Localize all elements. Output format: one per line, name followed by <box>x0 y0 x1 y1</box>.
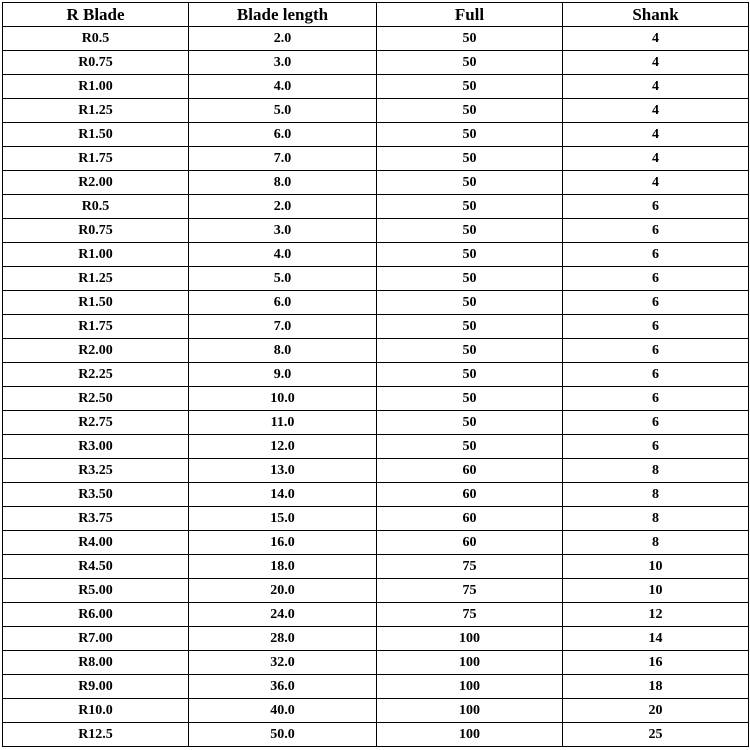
cell-blade-length: 11.0 <box>189 411 377 435</box>
cell-full: 50 <box>377 195 563 219</box>
table-row <box>3 195 749 219</box>
table-row <box>3 579 749 603</box>
cell-blade-length: 36.0 <box>189 675 377 699</box>
cell-shank: 6 <box>563 267 749 291</box>
cell-r-blade: R1.50 <box>3 291 189 315</box>
cell-r-blade: R0.5 <box>3 27 189 51</box>
cell-shank: 6 <box>563 195 749 219</box>
cell-blade-length: 6.0 <box>189 291 377 315</box>
table-row <box>3 675 749 699</box>
cell-blade-length: 6.0 <box>189 123 377 147</box>
cell-full: 75 <box>377 603 563 627</box>
cell-r-blade: R2.25 <box>3 363 189 387</box>
cell-r-blade: R0.75 <box>3 219 189 243</box>
cell-blade-length: 18.0 <box>189 555 377 579</box>
cell-shank: 10 <box>563 579 749 603</box>
cell-shank: 6 <box>563 315 749 339</box>
cell-blade-length: 40.0 <box>189 699 377 723</box>
cell-full: 50 <box>377 171 563 195</box>
cell-r-blade: R1.50 <box>3 123 189 147</box>
cell-r-blade: R1.00 <box>3 75 189 99</box>
cell-full: 50 <box>377 291 563 315</box>
header-row <box>3 3 749 27</box>
cell-r-blade: R2.75 <box>3 411 189 435</box>
cell-full: 60 <box>377 459 563 483</box>
cell-full: 100 <box>377 699 563 723</box>
table-row <box>3 147 749 171</box>
cell-full: 100 <box>377 723 563 747</box>
cell-shank: 8 <box>563 483 749 507</box>
cell-shank: 6 <box>563 243 749 267</box>
cell-blade-length: 9.0 <box>189 363 377 387</box>
cell-r-blade: R3.00 <box>3 435 189 459</box>
table-row <box>3 603 749 627</box>
cell-shank: 6 <box>563 219 749 243</box>
cell-blade-length: 3.0 <box>189 51 377 75</box>
cell-blade-length: 24.0 <box>189 603 377 627</box>
cell-full: 50 <box>377 147 563 171</box>
table-body <box>3 27 749 747</box>
table-row <box>3 27 749 51</box>
cell-full: 50 <box>377 123 563 147</box>
table-row <box>3 99 749 123</box>
cell-shank: 6 <box>563 387 749 411</box>
cell-r-blade: R3.50 <box>3 483 189 507</box>
cell-shank: 4 <box>563 147 749 171</box>
cell-shank: 12 <box>563 603 749 627</box>
cell-shank: 25 <box>563 723 749 747</box>
cell-r-blade: R5.00 <box>3 579 189 603</box>
cell-shank: 6 <box>563 411 749 435</box>
cell-full: 50 <box>377 99 563 123</box>
cell-r-blade: R0.5 <box>3 195 189 219</box>
cell-blade-length: 32.0 <box>189 651 377 675</box>
cell-shank: 8 <box>563 531 749 555</box>
header-r-blade: R Blade <box>3 3 189 27</box>
cell-full: 75 <box>377 555 563 579</box>
table-row <box>3 267 749 291</box>
cell-shank: 14 <box>563 627 749 651</box>
cell-r-blade: R7.00 <box>3 627 189 651</box>
table-row <box>3 555 749 579</box>
cell-shank: 6 <box>563 435 749 459</box>
cell-shank: 6 <box>563 291 749 315</box>
cell-shank: 4 <box>563 75 749 99</box>
header-shank: Shank <box>563 3 749 27</box>
cell-r-blade: R4.50 <box>3 555 189 579</box>
cell-shank: 8 <box>563 507 749 531</box>
cell-blade-length: 8.0 <box>189 171 377 195</box>
table-row <box>3 651 749 675</box>
header-blade-length: Blade length <box>189 3 377 27</box>
cell-r-blade: R4.00 <box>3 531 189 555</box>
cell-r-blade: R1.25 <box>3 99 189 123</box>
table-row <box>3 531 749 555</box>
table-row <box>3 315 749 339</box>
table-row <box>3 363 749 387</box>
cell-full: 50 <box>377 435 563 459</box>
cell-blade-length: 8.0 <box>189 339 377 363</box>
cell-full: 50 <box>377 315 563 339</box>
table-row <box>3 435 749 459</box>
table-row <box>3 51 749 75</box>
cell-shank: 20 <box>563 699 749 723</box>
cell-blade-length: 14.0 <box>189 483 377 507</box>
cell-blade-length: 15.0 <box>189 507 377 531</box>
cell-r-blade: R12.5 <box>3 723 189 747</box>
header-full: Full <box>377 3 563 27</box>
table-row <box>3 291 749 315</box>
table-row <box>3 123 749 147</box>
cell-blade-length: 2.0 <box>189 195 377 219</box>
cell-r-blade: R1.00 <box>3 243 189 267</box>
cell-shank: 4 <box>563 171 749 195</box>
cell-full: 60 <box>377 507 563 531</box>
cell-shank: 8 <box>563 459 749 483</box>
cell-full: 50 <box>377 51 563 75</box>
cell-full: 75 <box>377 579 563 603</box>
cell-r-blade: R3.25 <box>3 459 189 483</box>
cell-blade-length: 13.0 <box>189 459 377 483</box>
table-row <box>3 507 749 531</box>
cell-blade-length: 3.0 <box>189 219 377 243</box>
cell-r-blade: R1.75 <box>3 147 189 171</box>
cell-blade-length: 10.0 <box>189 387 377 411</box>
cell-shank: 6 <box>563 363 749 387</box>
cell-shank: 4 <box>563 27 749 51</box>
cell-blade-length: 5.0 <box>189 267 377 291</box>
cell-r-blade: R1.25 <box>3 267 189 291</box>
table-row <box>3 75 749 99</box>
cell-blade-length: 12.0 <box>189 435 377 459</box>
table-row <box>3 627 749 651</box>
cell-full: 60 <box>377 483 563 507</box>
cell-full: 50 <box>377 219 563 243</box>
cell-shank: 10 <box>563 555 749 579</box>
cell-r-blade: R9.00 <box>3 675 189 699</box>
table-row <box>3 459 749 483</box>
cell-shank: 6 <box>563 339 749 363</box>
table-row <box>3 723 749 747</box>
cell-shank: 4 <box>563 123 749 147</box>
cell-r-blade: R6.00 <box>3 603 189 627</box>
cell-full: 50 <box>377 243 563 267</box>
cell-full: 50 <box>377 411 563 435</box>
cell-blade-length: 16.0 <box>189 531 377 555</box>
cell-r-blade: R3.75 <box>3 507 189 531</box>
cell-full: 50 <box>377 339 563 363</box>
cell-full: 100 <box>377 627 563 651</box>
cell-full: 100 <box>377 651 563 675</box>
cell-full: 50 <box>377 363 563 387</box>
cell-r-blade: R2.50 <box>3 387 189 411</box>
cell-blade-length: 20.0 <box>189 579 377 603</box>
cell-r-blade: R2.00 <box>3 171 189 195</box>
cell-shank: 4 <box>563 99 749 123</box>
table-row <box>3 243 749 267</box>
cell-shank: 18 <box>563 675 749 699</box>
table-row <box>3 411 749 435</box>
cell-r-blade: R8.00 <box>3 651 189 675</box>
cell-r-blade: R1.75 <box>3 315 189 339</box>
table-row <box>3 483 749 507</box>
cell-full: 50 <box>377 75 563 99</box>
cell-shank: 16 <box>563 651 749 675</box>
table-row <box>3 171 749 195</box>
cell-full: 50 <box>377 387 563 411</box>
cell-full: 50 <box>377 27 563 51</box>
table-row <box>3 387 749 411</box>
table-row <box>3 699 749 723</box>
table-row <box>3 219 749 243</box>
cell-blade-length: 50.0 <box>189 723 377 747</box>
blade-spec-table <box>2 2 749 747</box>
cell-blade-length: 4.0 <box>189 75 377 99</box>
cell-blade-length: 4.0 <box>189 243 377 267</box>
cell-full: 50 <box>377 267 563 291</box>
cell-blade-length: 7.0 <box>189 147 377 171</box>
cell-full: 100 <box>377 675 563 699</box>
cell-blade-length: 7.0 <box>189 315 377 339</box>
table-row <box>3 339 749 363</box>
cell-r-blade: R0.75 <box>3 51 189 75</box>
cell-shank: 4 <box>563 51 749 75</box>
cell-r-blade: R10.0 <box>3 699 189 723</box>
cell-blade-length: 5.0 <box>189 99 377 123</box>
cell-blade-length: 28.0 <box>189 627 377 651</box>
cell-blade-length: 2.0 <box>189 27 377 51</box>
cell-r-blade: R2.00 <box>3 339 189 363</box>
cell-full: 60 <box>377 531 563 555</box>
